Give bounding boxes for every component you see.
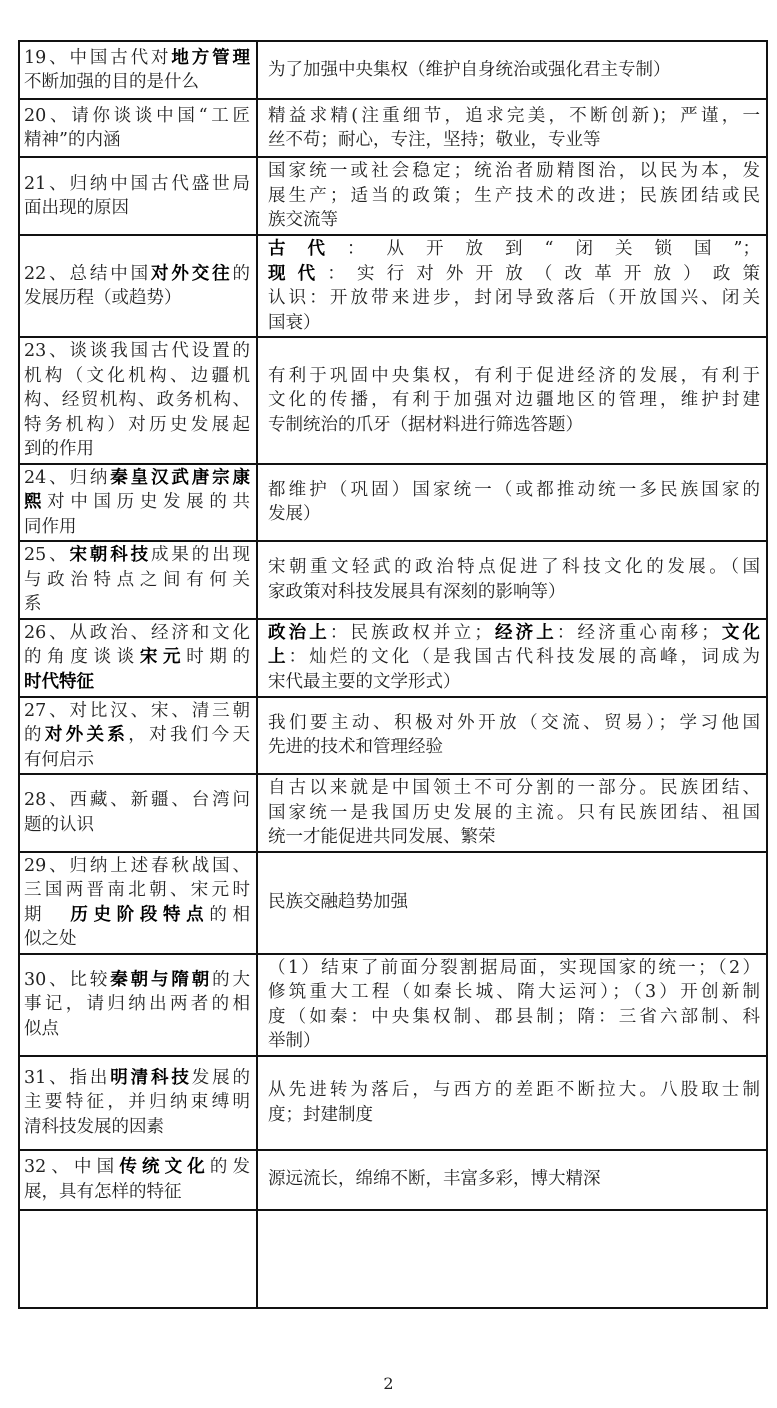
text-segment: 三国两晋南北朝、宋元时 <box>24 880 250 900</box>
text-line <box>24 1066 250 1091</box>
text-segment: 统一才能促进共同发展、繁荣 <box>268 827 496 847</box>
table-row <box>19 1056 767 1150</box>
text-line <box>268 237 760 262</box>
text-segment: 事记，请归纳出两者的相 <box>24 994 250 1015</box>
text-segment: 发展的 <box>191 1067 250 1088</box>
text-segment: 专制统治的爪牙（据材料进行筛选答题） <box>268 414 583 435</box>
text-line <box>268 311 760 336</box>
text-segment: 发展） <box>268 504 321 525</box>
text-line <box>24 490 250 515</box>
bold-keyword: 时代特征 <box>24 671 94 692</box>
text-line <box>24 364 250 389</box>
text-line <box>24 592 250 617</box>
text-line <box>24 413 250 438</box>
text-line <box>268 1029 760 1054</box>
text-segment: 认识：开放带来进步，封闭导致落后（开放国兴、闭关 <box>268 288 760 308</box>
text-segment: 从先进转为落后，与西方的差距不断拉大。八股取士制 <box>268 1080 760 1100</box>
text-segment: ：实行对外开放（改革开放）政策 <box>327 263 760 284</box>
text-segment: 先进的技术和管理经验 <box>268 737 443 758</box>
text-line <box>24 927 250 952</box>
text-line <box>268 413 760 438</box>
answer-cell <box>257 41 767 99</box>
text-line <box>24 748 250 773</box>
text-line <box>268 1103 760 1128</box>
page-number: 2 <box>383 1374 394 1393</box>
text-line <box>24 339 250 364</box>
text-line <box>24 903 250 928</box>
text-segment: 国家统一或社会稳定；统治者励精图治，以民为本，发 <box>268 161 760 182</box>
text-segment: 似之处 <box>24 929 77 949</box>
text-segment: 族交流等 <box>268 210 338 231</box>
text-segment: ：民族政权并立； <box>329 622 492 643</box>
table-row <box>19 1210 767 1308</box>
table-row <box>19 954 767 1056</box>
text-segment: 源远流长，绵绵不断，丰富多彩，博大精深 <box>268 1169 601 1190</box>
text-line <box>24 70 250 95</box>
question-cell <box>19 99 257 157</box>
table-row <box>19 697 767 775</box>
bold-keyword: 对外交往 <box>151 263 233 284</box>
text-segment: 度（如秦：中央集权制、郡县制；隋：三省六部制、科 <box>268 1006 760 1027</box>
table-row <box>19 41 767 99</box>
text-line <box>24 1115 250 1140</box>
text-segment: 31、指出 <box>24 1067 111 1088</box>
text-line <box>24 515 250 540</box>
text-line <box>268 711 760 736</box>
text-segment: 23、谈谈我国古代设置的 <box>24 341 250 361</box>
answer-cell <box>257 954 767 1056</box>
text-line <box>268 478 760 503</box>
bold-keyword: 上 <box>268 647 289 668</box>
text-segment: 的角度谈谈 <box>24 647 140 668</box>
text-segment: 都维护（巩固）国家统一（或都推动统一多民族国家的 <box>268 479 760 500</box>
text-line <box>268 776 760 801</box>
text-segment: 19、中国古代对 <box>24 47 172 68</box>
bold-keyword: 经济上 <box>491 622 557 643</box>
text-segment: 度；封建制度 <box>268 1104 373 1125</box>
table-row <box>19 541 767 619</box>
text-segment: 丝不苟；耐心，专注，坚持；敬业，专业等 <box>268 130 601 150</box>
table-row <box>19 774 767 852</box>
text-segment: 系 <box>24 594 42 614</box>
text-line <box>268 1005 760 1030</box>
text-segment: （1）结束了前面分裂割据局面，实现国家的统一；（2） <box>268 957 760 978</box>
text-line <box>268 735 760 760</box>
text-segment: 到的作用 <box>24 439 94 459</box>
text-segment: 22、总结中国 <box>24 263 151 284</box>
text-line <box>24 388 250 413</box>
bold-keyword: 宋元 <box>139 647 187 668</box>
table-row <box>19 157 767 235</box>
table-row <box>19 337 767 464</box>
text-segment: 特务机构）对历史发展起 <box>24 414 250 435</box>
text-line <box>24 878 250 903</box>
question-cell <box>19 235 257 337</box>
text-line <box>268 801 760 826</box>
text-segment: 期 <box>24 904 71 925</box>
text-segment: 精益求精(注重细节，追求完美，不断创新)；严谨，一 <box>268 105 760 126</box>
table-row <box>19 1150 767 1210</box>
text-segment: 的相 <box>209 904 250 925</box>
text-segment: 28、西藏、新疆、台湾问 <box>24 790 250 811</box>
bold-keyword: 传统文化 <box>119 1157 210 1177</box>
answer-cell <box>257 541 767 619</box>
text-line <box>268 555 760 580</box>
text-line <box>268 1167 760 1192</box>
text-segment: 似点 <box>24 1018 59 1039</box>
text-line <box>268 502 760 527</box>
text-segment: 国衰） <box>268 312 321 333</box>
text-segment: 25、 <box>24 545 70 565</box>
text-segment: ，对我们今天 <box>128 725 250 745</box>
bold-keyword: 宋朝科技 <box>69 545 152 565</box>
text-segment: 29、归纳上述春秋战国、 <box>24 855 250 876</box>
text-segment: 成果的出现 <box>151 545 250 565</box>
question-cell <box>19 774 257 852</box>
text-segment: 有利于巩固中央集权，有利于促进经济的发展，有利于 <box>268 365 760 386</box>
text-segment: 清科技发展的因素 <box>24 1116 164 1137</box>
text-segment: 机构（文化机构、边疆机 <box>24 365 250 386</box>
bold-keyword: 历史阶段特点 <box>70 904 210 925</box>
text-segment: 自古以来就是中国领土不可分割的一部分。民族团结、 <box>268 778 760 798</box>
text-segment: 宋代最主要的文学形式） <box>268 671 461 692</box>
question-cell <box>19 852 257 954</box>
answer-cell <box>257 1150 767 1210</box>
question-cell <box>19 41 257 99</box>
text-line <box>268 621 760 646</box>
question-cell <box>19 619 257 697</box>
text-line <box>24 1180 250 1205</box>
answer-cell <box>257 1056 767 1150</box>
text-line <box>24 1090 250 1115</box>
table-row <box>19 619 767 697</box>
question-cell <box>19 541 257 619</box>
text-segment: 为了加强中央集权（维护自身统治或强化君主专制） <box>268 59 671 80</box>
bold-keyword: 政治上 <box>268 622 330 643</box>
text-segment: 展，具有怎样的特征 <box>24 1181 182 1202</box>
answer-cell <box>257 697 767 775</box>
text-segment: 展生产；适当的政策；生产技术的改进；民族团结或民 <box>268 185 760 206</box>
text-line <box>268 184 760 209</box>
text-segment: 举制） <box>268 1031 321 1051</box>
text-segment: ：灿烂的文化（是我国古代科技发展的高峰，词成为 <box>288 647 760 668</box>
answer-cell <box>257 774 767 852</box>
bold-keyword: 对外关系 <box>44 725 129 745</box>
text-line <box>24 723 250 748</box>
text-segment: ：经济重心南移； <box>556 622 719 643</box>
text-line <box>268 208 760 233</box>
answer-cell <box>257 337 767 464</box>
text-line <box>268 262 760 287</box>
text-line <box>24 854 250 879</box>
question-cell <box>19 1210 257 1308</box>
text-segment: 修筑重大工程（如秦长城、隋大运河）；（3）开创新制 <box>268 982 760 1002</box>
question-cell <box>19 954 257 1056</box>
answer-cell <box>257 619 767 697</box>
answer-cell <box>257 1210 767 1308</box>
text-line <box>268 159 760 184</box>
text-line <box>268 128 760 153</box>
text-line <box>24 968 250 993</box>
text-line <box>24 466 250 491</box>
text-line <box>268 825 760 850</box>
text-segment: 的 <box>24 725 45 745</box>
text-segment: 题的认识 <box>24 814 94 835</box>
text-line <box>268 388 760 413</box>
bold-keyword: 秦皇汉武唐宗康 <box>110 467 250 488</box>
text-line <box>24 670 250 695</box>
text-line <box>268 980 760 1005</box>
text-line <box>268 364 760 389</box>
text-line <box>268 670 760 695</box>
bold-keyword: 古代 <box>268 239 348 259</box>
text-line <box>24 262 250 287</box>
text-segment: 32、中国 <box>24 1157 120 1177</box>
answer-cell <box>257 235 767 337</box>
table-row <box>19 235 767 337</box>
text-segment: 27、对比汉、宋、清三朝 <box>24 700 250 721</box>
answer-cell <box>257 99 767 157</box>
text-segment: 21、归纳中国古代盛世局 <box>24 173 250 194</box>
text-segment: 发展历程（或趋势） <box>24 288 182 308</box>
text-segment: 的 <box>232 263 250 284</box>
bold-keyword: 熙 <box>24 492 48 512</box>
text-segment: 不断加强的目的是什么 <box>24 72 199 92</box>
text-line <box>268 1078 760 1103</box>
text-line <box>24 46 250 71</box>
text-line <box>24 813 250 838</box>
table-row <box>19 852 767 954</box>
text-line <box>24 437 250 462</box>
text-segment: 家政策对科技发展具有深刻的影响等） <box>268 581 566 602</box>
text-line <box>268 58 760 83</box>
answer-cell <box>257 464 767 542</box>
text-segment: ：从开放到“闭关锁国”； <box>347 239 760 259</box>
text-line <box>24 543 250 568</box>
question-cell <box>19 337 257 464</box>
bold-keyword: 明清科技 <box>110 1067 192 1088</box>
text-line <box>24 172 250 197</box>
text-segment: 民族交融趋势加强 <box>268 892 408 913</box>
text-line <box>268 286 760 311</box>
text-segment: 构、经贸机构、政务机构、 <box>24 390 250 410</box>
text-segment: 有何启示 <box>24 749 94 770</box>
text-line <box>24 1017 250 1042</box>
question-cell <box>19 464 257 542</box>
text-line <box>268 890 760 915</box>
text-segment: 26、从政治、经济和文化 <box>24 622 250 643</box>
text-line <box>24 621 250 646</box>
text-line <box>24 1155 250 1180</box>
text-segment: 国家统一是我国历史发展的主流。只有民族团结、祖国 <box>268 802 760 823</box>
text-segment: 对中国历史发展的共 <box>47 492 250 512</box>
question-cell <box>19 1150 257 1210</box>
text-segment: 24、归纳 <box>24 467 111 488</box>
text-line <box>24 568 250 593</box>
text-segment: 同作用 <box>24 516 77 537</box>
bold-keyword: 秦朝与隋朝 <box>110 969 213 990</box>
text-segment: 时期的 <box>186 647 250 668</box>
text-segment: 与政治特点之间有何关 <box>24 569 250 590</box>
text-segment: 我们要主动、积极对外开放（交流、贸易）；学习他国 <box>268 712 760 733</box>
text-line <box>24 104 250 129</box>
text-line <box>268 645 760 670</box>
answer-cell <box>257 157 767 235</box>
bold-keyword: 文化 <box>718 622 760 643</box>
question-cell <box>19 697 257 775</box>
text-line <box>24 286 250 311</box>
text-segment: 的大 <box>212 969 250 990</box>
text-segment: 20、请你谈谈中国“工匠 <box>24 105 250 126</box>
text-line <box>268 580 760 605</box>
text-line <box>24 788 250 813</box>
text-segment: 主要特征，并归纳束缚明 <box>24 1092 250 1113</box>
text-line <box>24 992 250 1017</box>
text-segment: 文化的传播，有利于加强对边疆地区的管理，维护封建 <box>268 390 760 410</box>
text-line <box>24 128 250 153</box>
text-line <box>24 645 250 670</box>
text-line <box>268 956 760 981</box>
text-line <box>24 699 250 724</box>
text-line <box>24 196 250 221</box>
bold-keyword: 地方管理 <box>171 47 250 68</box>
answer-cell <box>257 852 767 954</box>
text-segment: 30、比较 <box>24 969 111 990</box>
text-segment: 面出现的原因 <box>24 198 129 218</box>
question-cell <box>19 1056 257 1150</box>
text-segment: 精神”的内涵 <box>24 130 121 150</box>
question-cell <box>19 157 257 235</box>
bold-keyword: 现代 <box>268 263 328 284</box>
table-row <box>19 464 767 542</box>
text-segment: 的发 <box>209 1157 250 1177</box>
text-line <box>268 104 760 129</box>
table-row <box>19 99 767 157</box>
text-segment: 宋朝重文轻武的政治特点促进了科技文化的发展。（国 <box>268 557 760 578</box>
qa-table <box>18 40 768 1309</box>
